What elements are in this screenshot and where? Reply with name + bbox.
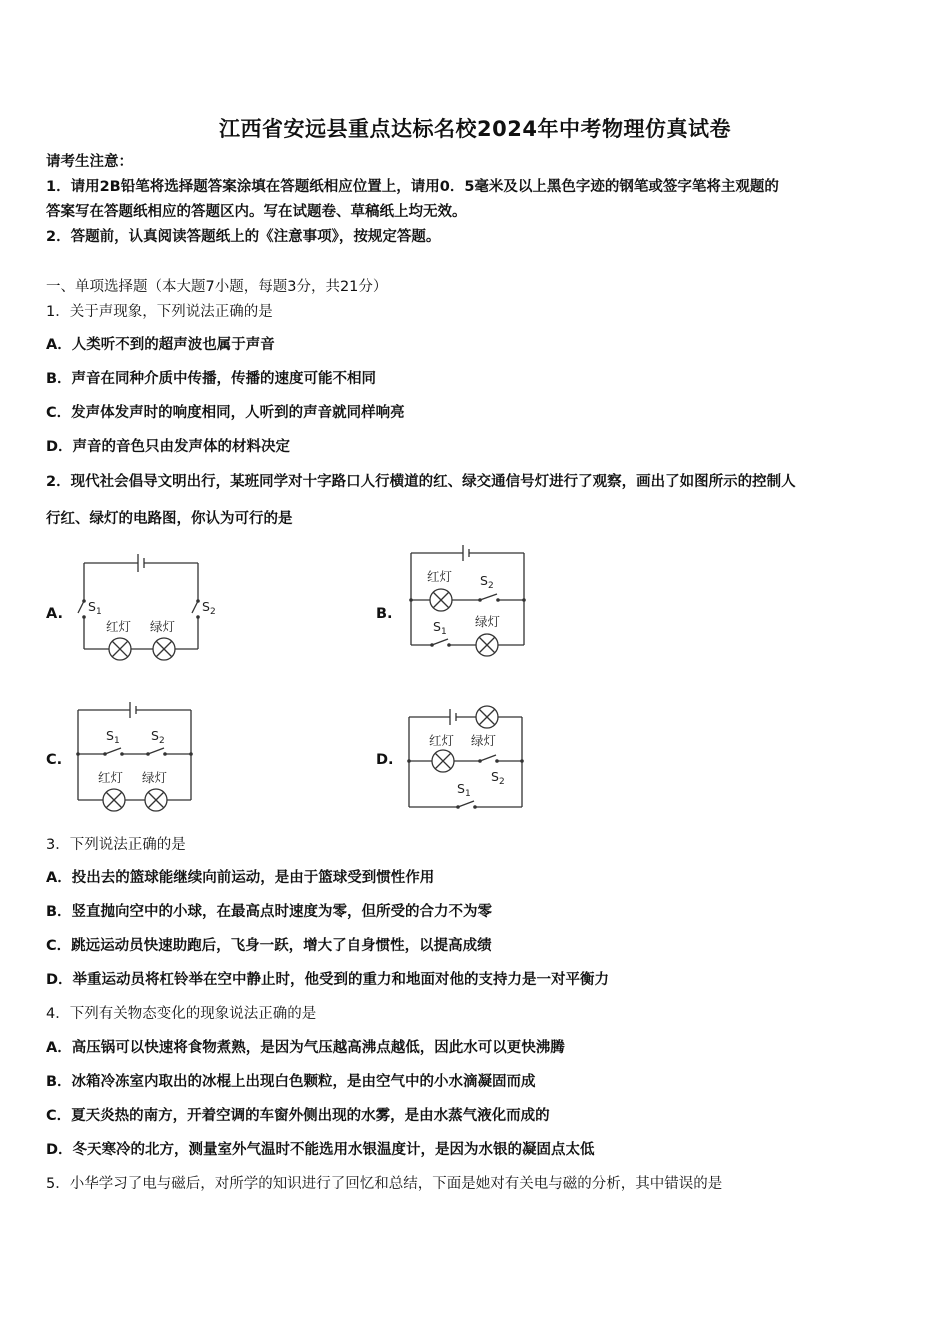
s2-label: $S_2$ [202,599,216,617]
green-lamp-label: 绿灯 [150,619,176,634]
q2-stem-line-2: 行红、绿灯的电路图，你认为可行的是 [46,511,293,527]
notice-item-1-line-1: 1．请用2B铅笔将选择题答案涂填在答题纸相应位置上，请用0．5毫米及以上黑色字迹的钢笔或签字笔将主观题的 [46,179,779,195]
red-lamp-label: 红灯 [427,569,453,584]
s1-label: $S_1$ [457,781,471,799]
red-lamp-label: 红灯 [429,733,455,748]
switch-s2-icon [192,599,200,619]
s2-label: $S_2$ [480,573,494,591]
switch-s1-icon [456,801,477,809]
circuit-diagram-a [72,545,222,665]
q1-option-c: C．发声体发声时的响度相同，人听到的声音就同样响亮 [46,405,405,421]
switch-s2-icon [478,755,499,763]
q1-option-a: A．人类听不到的超声波也属于声音 [46,337,275,353]
s2-label: $S_2$ [151,728,165,746]
q3-option-b: B．竖直抛向空中的小球，在最高点时速度为零，但所受的合力不为零 [46,904,493,920]
lamp-red-icon [430,589,452,611]
circuit-diagram-b [405,545,535,665]
notice-item-2: 2．答题前，认真阅读答题纸上的《注意事项》，按规定答题。 [46,229,441,245]
s1-label: $S_1$ [433,619,447,637]
q2-option-a-label: A. [46,606,63,622]
q1-stem: 1．关于声现象，下列说法正确的是 [46,304,273,320]
section-heading: 一、单项选择题（本大题7小题，每题3分，共21分） [46,279,388,295]
red-lamp-label: 红灯 [106,619,132,634]
switch-s1-icon [78,599,86,619]
switch-s1-icon [430,639,451,647]
s2-label: $S_2$ [491,769,505,787]
q3-option-c: C．跳远运动员快速助跑后，飞身一跃，增大了自身惯性，以提高成绩 [46,938,492,954]
q4-option-d: D．冬天寒冷的北方，测量室外气温时不能选用水银温度计，是因为水银的凝固点太低 [46,1142,595,1158]
switch-s1-icon [103,748,124,756]
q2-option-b-label: B. [376,606,393,622]
q4-option-b: B．冰箱冷冻室内取出的冰棍上出现白色颗粒，是由空气中的小水滴凝固而成 [46,1074,536,1090]
lamp-red-icon [109,638,131,660]
page-title: 江西省安远县重点达标名校2024年中考物理仿真试卷 [219,117,731,141]
green-lamp-label: 绿灯 [475,614,501,629]
q3-stem: 3．下列说法正确的是 [46,837,186,853]
q5-stem: 5．小华学习了电与磁后，对所学的知识进行了回忆和总结，下面是她对有关电与磁的分析，其中错误的是 [46,1176,723,1192]
lamp-green-icon [476,706,498,728]
battery-icon [84,554,198,572]
lamp-green-icon [153,638,175,660]
q1-option-b: B．声音在同种介质中传播，传播的速度可能不相同 [46,371,377,387]
notice-item-1-line-2: 答案写在答题纸相应的答题区内。写在试题卷、草稿纸上均无效。 [46,204,467,220]
s1-label: $S_1$ [88,599,102,617]
circuit-diagram-d [405,703,535,815]
lamp-green-icon [145,789,167,811]
q4-option-a: A．高压锅可以快速将食物煮熟，是因为气压越高沸点越低，因此水可以更快沸腾 [46,1040,565,1056]
battery-icon [78,702,191,718]
circuit-diagram-c [72,698,202,810]
battery-icon [411,545,524,561]
q2-stem-line-1: 2．现代社会倡导文明出行，某班同学对十字路口人行横道的红、绿交通信号灯进行了观察，画出了如图所示的控制人 [46,474,796,490]
q4-option-c: C．夏天炎热的南方，开着空调的车窗外侧出现的水雾，是由水蒸气液化而成的 [46,1108,550,1124]
switch-s2-icon [478,594,500,602]
q2-option-d-label: D. [376,752,394,768]
green-lamp-label: 绿灯 [142,770,168,785]
green-lamp-label: 绿灯 [471,733,497,748]
battery-icon [409,709,476,725]
q3-option-d: D．举重运动员将杠铃举在空中静止时，他受到的重力和地面对他的支持力是一对平衡力 [46,972,610,988]
q1-option-d: D．声音的音色只由发声体的材料决定 [46,439,291,455]
lamp-red-icon [432,750,454,772]
lamp-green-icon [476,634,498,656]
q3-option-a: A．投出去的篮球能继续向前运动，是由于篮球受到惯性作用 [46,870,435,886]
s1-label: $S_1$ [106,728,120,746]
notice-heading: 请考生注意： [46,154,133,170]
lamp-red-icon [103,789,125,811]
q4-stem: 4．下列有关物态变化的现象说法正确的是 [46,1006,317,1022]
red-lamp-label: 红灯 [98,770,124,785]
switch-s2-icon [146,748,167,756]
q2-option-c-label: C. [46,752,63,768]
